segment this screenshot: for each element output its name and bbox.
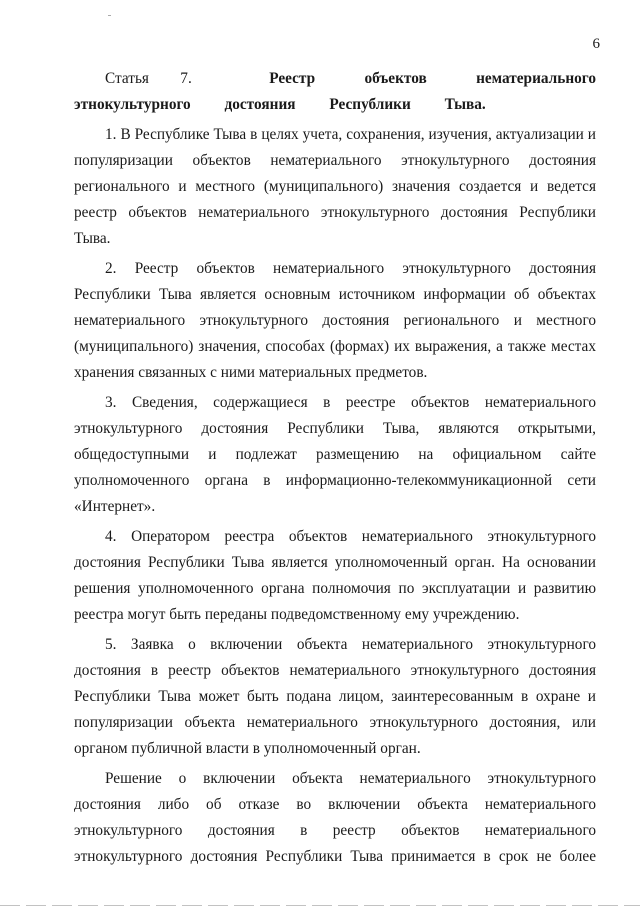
article-lead: Статья 7.: [105, 70, 192, 87]
scan-artifact: [108, 15, 111, 16]
paragraph-1: 1. В Республике Тыва в целях учета, сохранения, изучения, актуализации и популяризации объектов нематериального этнокультурного достояния регионального и местного (муниципального) значения создается и ведется реестр объектов нематериального этнокультурного достояния Республики Тыва.: [74, 126, 596, 247]
document-body: [74, 66, 596, 870]
article-title: Реестр объектов нематериального этнокультурного достояния Республики Тыва.: [74, 70, 597, 113]
paragraph-2: 2. Реестр объектов нематериального этнокультурного достояния Республики Тыва является основным источником информации об объектах нематериального этнокультурного достояния регионального и местного (муниципального) значения, способах (формах) их выражения, а также местах хранения связанных с ними материальных предметов.: [74, 260, 596, 381]
article-heading: [74, 66, 596, 118]
paragraph-4: 4. Оператором реестра объектов нематериального этнокультурного достояния Республики Тыва является уполномоченный орган. На основании решения уполномоченного органа полномочия по эксплуатации и развитию реестра могут быть переданы подведомственному ему учреждению.: [74, 528, 596, 623]
paragraph-5: 5. Заявка о включении объекта нематериального этнокультурного достояния в реестр объектов нематериального этнокультурного достояния Республики Тыва может быть подана лицом, заинтересованным в охране и популяризации объекта нематериального этнокультурного достояния, или органом публичной власти в уполномоченный орган.: [74, 636, 596, 757]
paragraph-3: 3. Сведения, содержащиеся в реестре объектов нематериального этнокультурного достояния Республики Тыва, являются открытыми, общедоступными и подлежат размещению на официальном сайте уполномоченного органа в информационно-телекоммуникационной сети «Интернет».: [74, 394, 596, 515]
page-number: 6: [592, 36, 600, 52]
paragraph-6: Решение о включении объекта нематериального этнокультурного достояния либо об отказе во включении объекта нематериального этнокультурного достояния в реестр объектов нематериального этнокультурного достояния Республики Тыва принимается в срок не более: [74, 770, 596, 865]
bottom-scan-edge: [0, 905, 640, 906]
